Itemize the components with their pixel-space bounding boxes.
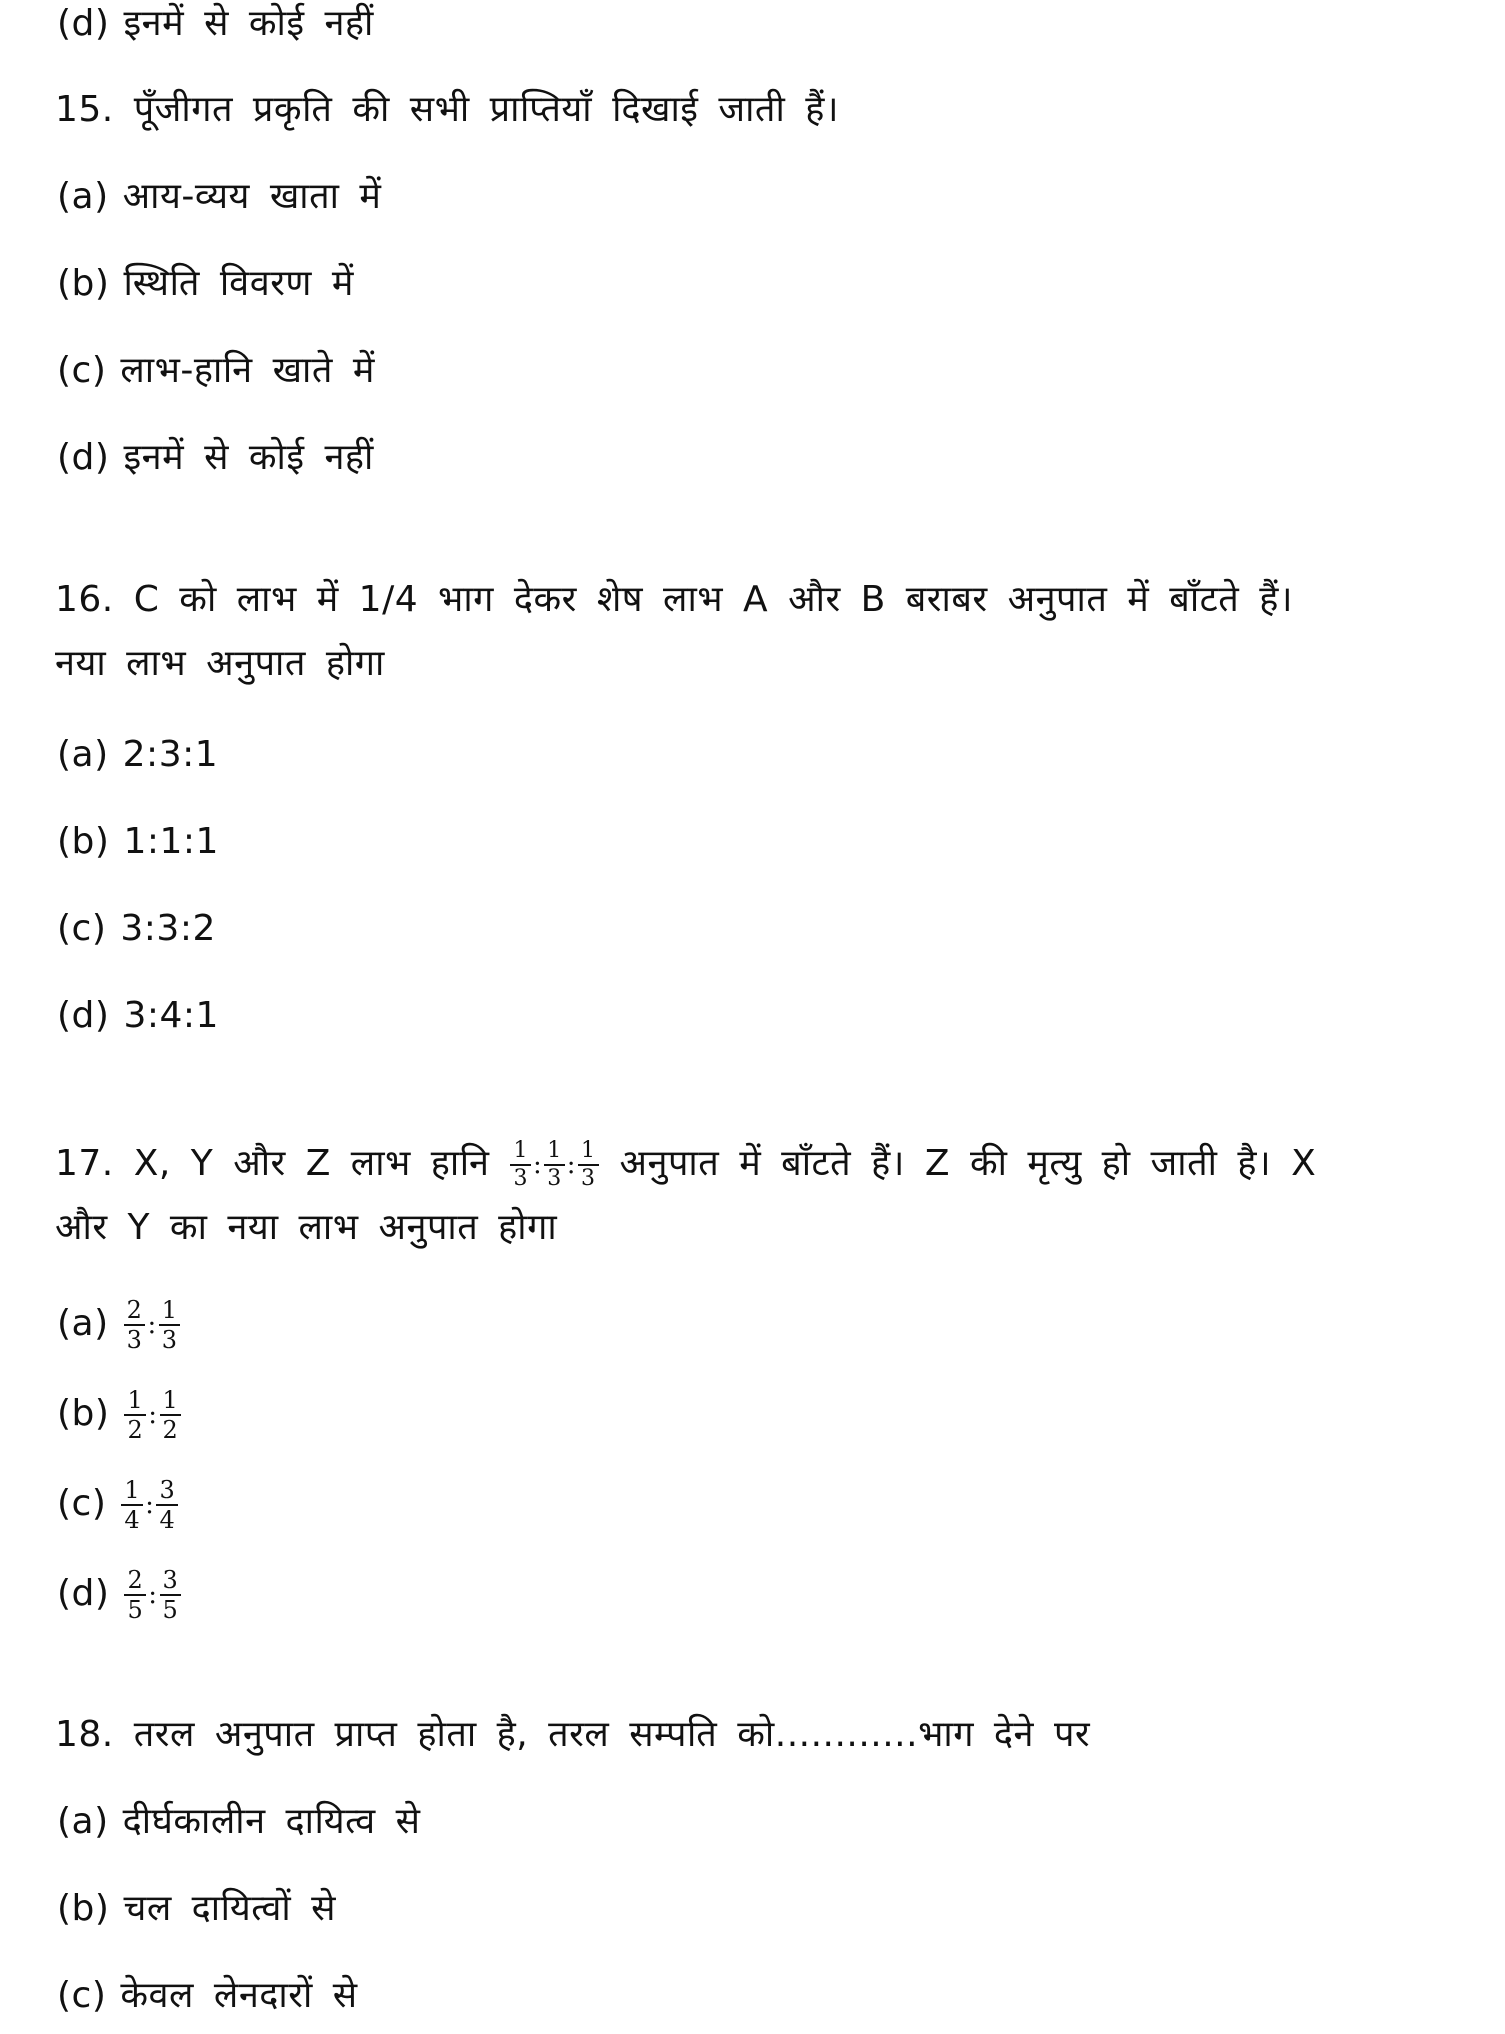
ratio-separator: :: [147, 1310, 157, 1340]
option-b: [57, 820, 219, 864]
option-label: (b): [57, 1393, 110, 1434]
question-number: 16.: [55, 579, 114, 620]
option-a: [57, 733, 218, 777]
option-text: 2:3:1: [122, 734, 219, 775]
fraction: $\frac{1}{4}$: [121, 1478, 143, 1532]
option-label: (c): [57, 1975, 107, 2016]
option-c: [57, 1974, 358, 2018]
option-label: (a): [57, 1801, 109, 1842]
option-d: [57, 1568, 182, 1622]
option-a: [57, 1298, 181, 1352]
question-text: [55, 1713, 1090, 1757]
option-text: चल दायित्वों से: [123, 1888, 336, 1929]
question-text-line2: [55, 1206, 557, 1250]
ratio-fractions: [509, 1138, 599, 1191]
option-a: [57, 175, 381, 219]
option-a: [57, 1800, 420, 1844]
option-label: (c): [57, 908, 107, 949]
option-label: (a): [57, 734, 109, 775]
option-text: इनमें से कोई नहीं: [123, 437, 374, 478]
q14-option-d: [57, 2, 374, 46]
fraction: $\frac{3}{5}$: [160, 1568, 182, 1622]
question-body: पूँजीगत प्रकृति की सभी प्राप्तियाँ दिखाई जाती हैं।: [133, 89, 839, 130]
option-label: (b): [57, 263, 110, 304]
ratio-separator: :: [566, 1150, 577, 1180]
question-body-before: X, Y और Z लाभ हानि: [133, 1143, 490, 1184]
option-label: (a): [57, 1303, 109, 1344]
fraction: $\frac{1}{3}$: [510, 1140, 531, 1190]
option-label: (c): [57, 350, 107, 391]
fraction: $\frac{1}{2}$: [160, 1388, 182, 1442]
question-text: [55, 88, 839, 132]
question-body-cont: नया लाभ अनुपात होगा: [55, 643, 385, 684]
option-c: [57, 1478, 179, 1532]
option-b: [57, 262, 354, 306]
question-body: C को लाभ में 1/4 भाग देकर शेष लाभ A और B बराबर अनुपात में बाँटते हैं।: [133, 579, 1294, 620]
ratio-separator: :: [532, 1150, 543, 1180]
option-text: 3:4:1: [123, 995, 219, 1036]
option-text: 1:1:1: [123, 821, 219, 862]
ratio-separator: :: [148, 1580, 158, 1610]
option-c: [57, 907, 216, 951]
option-label: (d): [57, 437, 110, 478]
option-text: स्थिति विवरण में: [123, 263, 354, 304]
question-text-line1: [55, 1140, 1316, 1190]
option-text: इनमें से कोई नहीं: [123, 3, 374, 44]
option-label: (c): [57, 1483, 107, 1524]
question-text-line2: [55, 642, 385, 686]
option-text: आय-व्यय खाता में: [122, 176, 382, 217]
option-label: (d): [57, 1573, 110, 1614]
option-b: [57, 1887, 336, 1931]
question-number: 15.: [55, 89, 114, 130]
question-text-line1: [55, 578, 1293, 622]
fraction: $\frac{2}{5}$: [124, 1568, 146, 1622]
option-label: (d): [57, 995, 110, 1036]
option-c: [57, 349, 375, 393]
question-number: 18.: [55, 1714, 114, 1755]
fraction: $\frac{2}{3}$: [124, 1298, 146, 1352]
option-text: 3:3:2: [120, 908, 216, 949]
ratio-separator: :: [145, 1490, 155, 1520]
option-text: केवल लेनदारों से: [120, 1975, 358, 2016]
option-label: (d): [57, 3, 110, 44]
option-label: (b): [57, 1888, 110, 1929]
fraction: $\frac{1}{3}$: [159, 1298, 181, 1352]
fraction: $\frac{1}{2}$: [124, 1388, 146, 1442]
ratio-separator: :: [148, 1400, 158, 1430]
fraction: $\frac{1}{3}$: [544, 1140, 565, 1190]
question-body-cont: और Y का नया लाभ अनुपात होगा: [55, 1207, 558, 1248]
question-body: तरल अनुपात प्राप्त होता है, तरल सम्पति को............भाग देने पर: [133, 1714, 1091, 1755]
fraction: $\frac{1}{3}$: [578, 1140, 599, 1190]
option-d: [57, 436, 374, 480]
option-b: [57, 1388, 182, 1442]
option-text: लाभ-हानि खाते में: [120, 350, 375, 391]
question-number: 17.: [55, 1143, 114, 1184]
option-label: (b): [57, 821, 110, 862]
fraction: $\frac{3}{4}$: [156, 1478, 178, 1532]
option-text: दीर्घकालीन दायित्व से: [122, 1801, 421, 1842]
option-label: (a): [57, 176, 109, 217]
option-d: [57, 994, 219, 1038]
question-body-after: अनुपात में बाँटते हैं। Z की मृत्यु हो जाती है। X: [619, 1143, 1317, 1184]
